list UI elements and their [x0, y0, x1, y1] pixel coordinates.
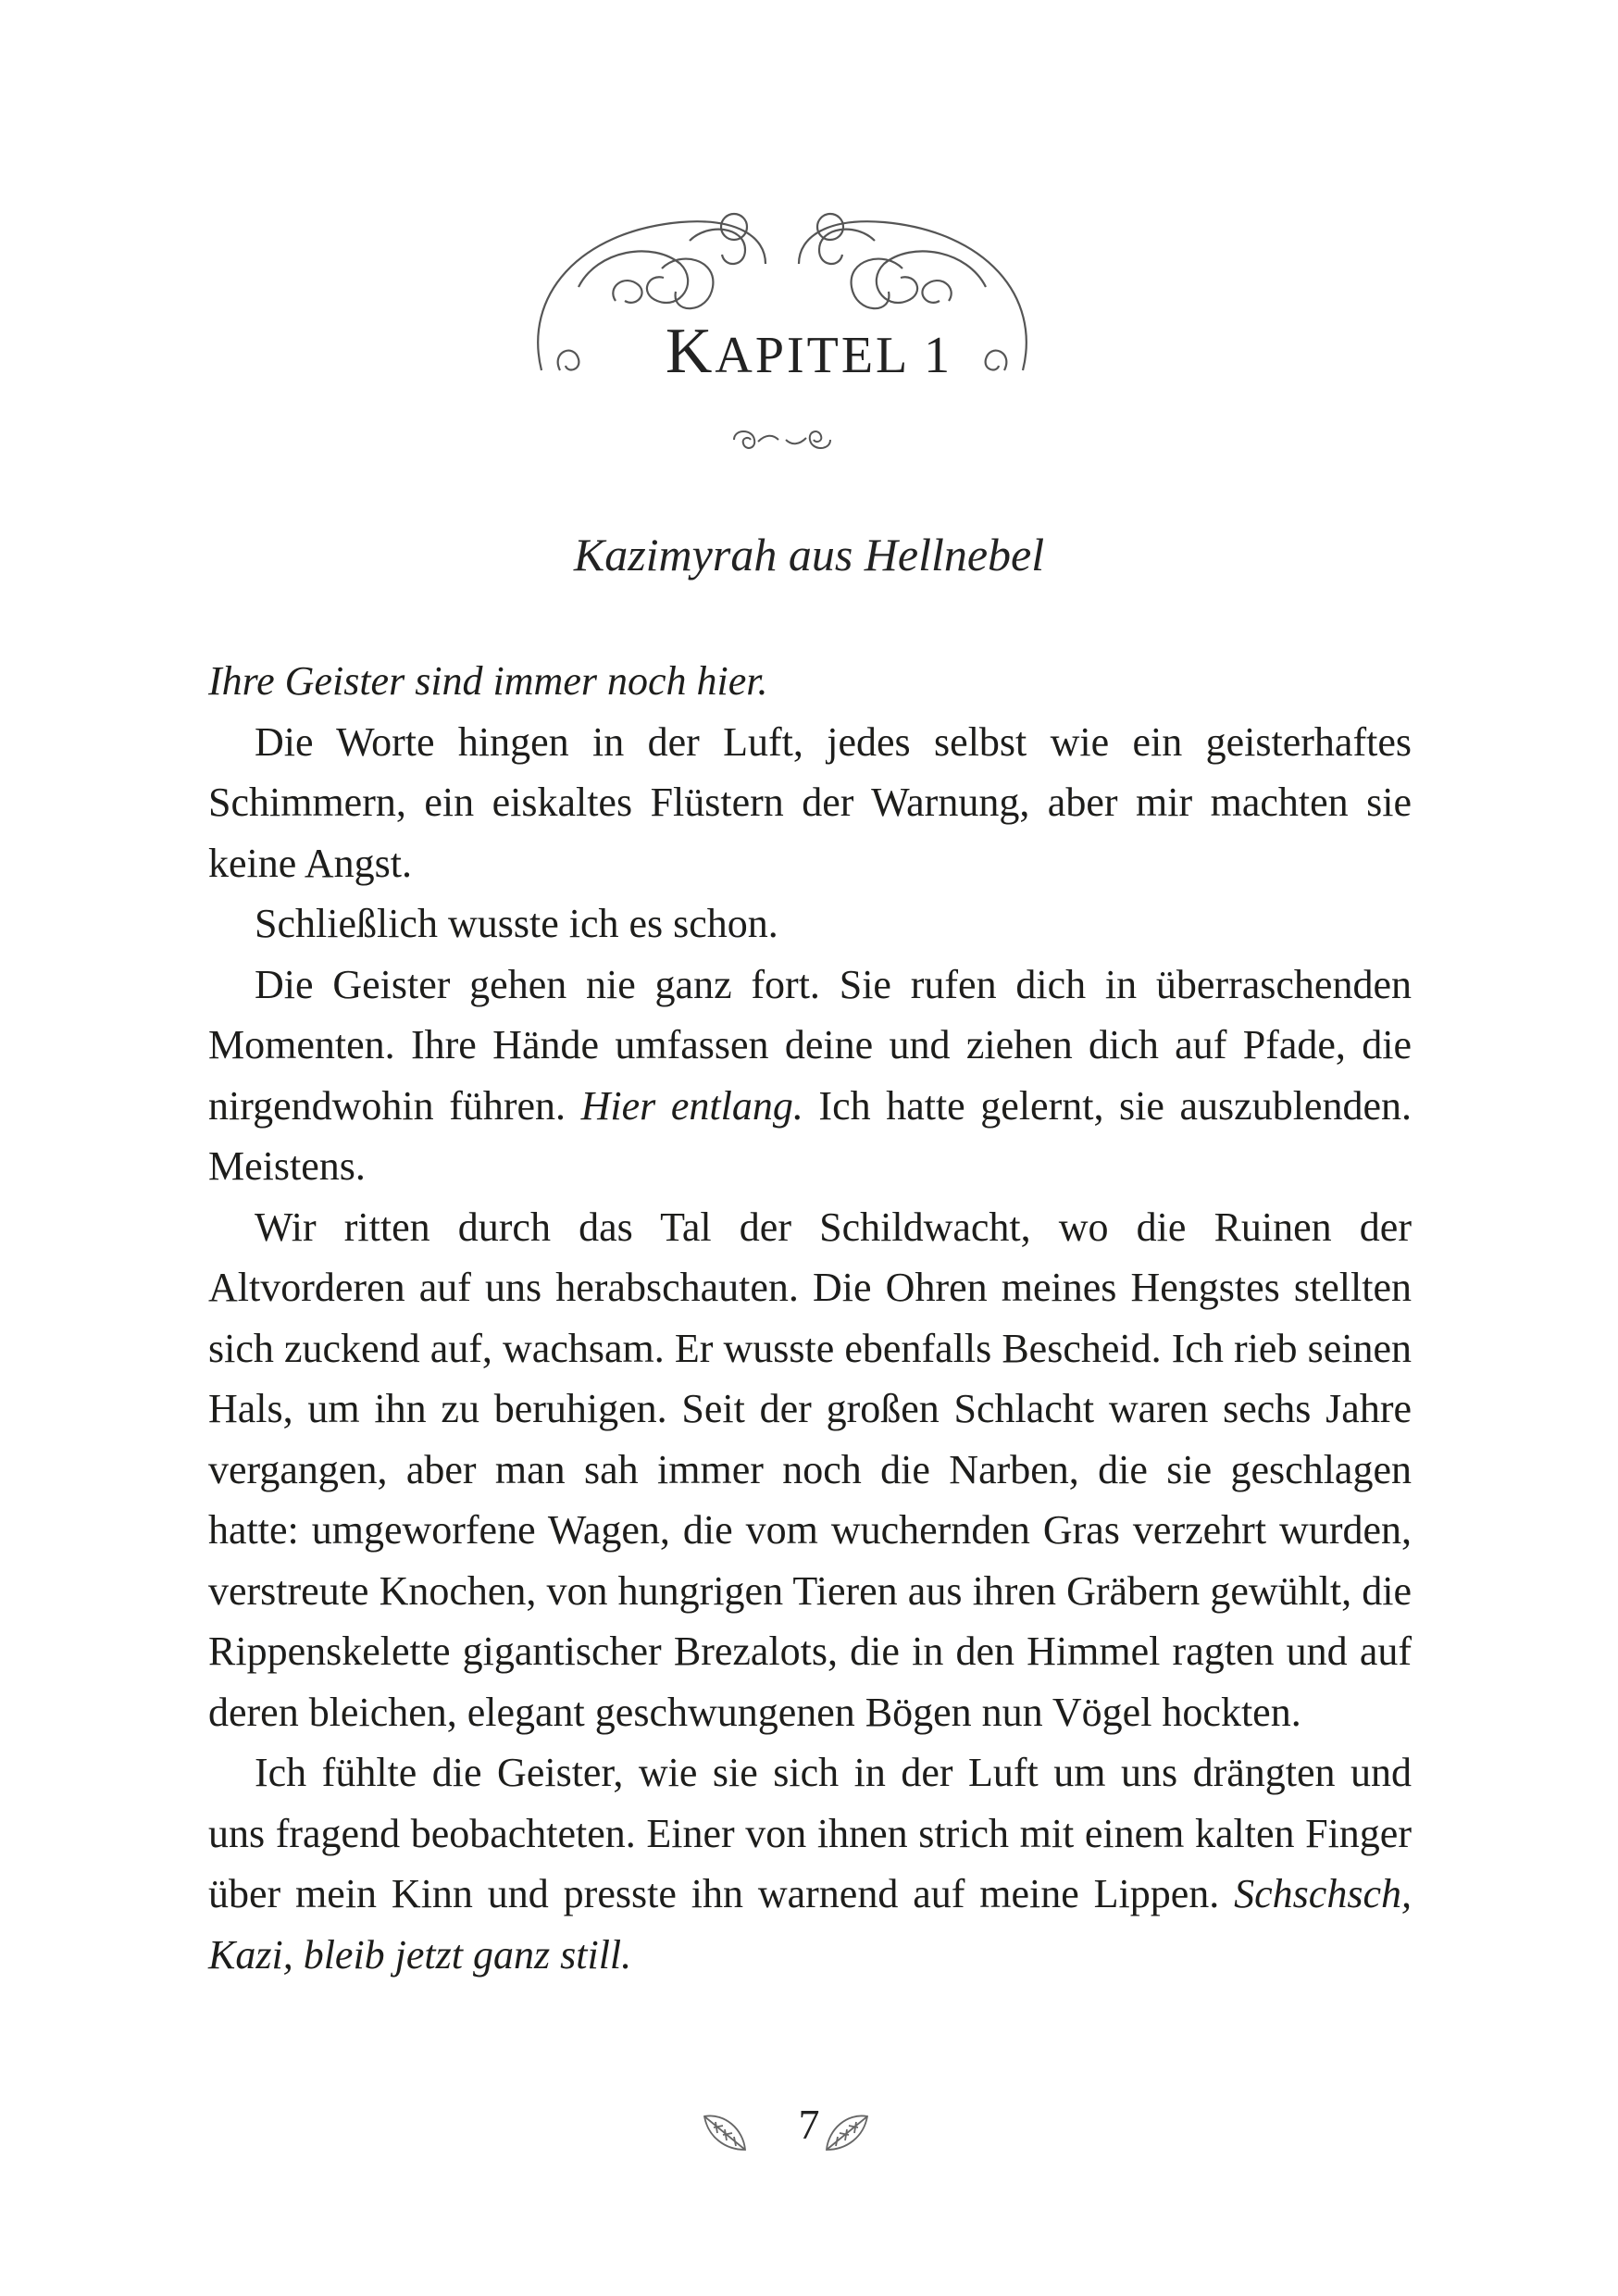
- paragraph: Ich fühlte die Geister, wie sie sich in der Luft um uns drängten und uns fragend beobachteten. Einer von ihnen strich mit einem kalten Finger über mein Kinn und presste ihn warnend auf meine Lippen. Schschsch, Kazi, bleib jetzt ganz still.: [208, 1750, 1412, 1978]
- paragraph: Ihre Geister sind immer noch hier.: [208, 658, 768, 704]
- paragraph: Die Geister gehen nie ganz fort. Sie rufen dich in überraschenden Momenten. Ihre Hände umfassen deine und ziehen dich auf Pfade, die nirgendwohin führen. Hier entlang. Ich hatte gelernt, sie auszublenden. Meistens.: [208, 961, 1412, 1189]
- paragraph: Die Worte hingen in der Luft, jedes selbst wie ein geisterhaftes Schimmern, ein eiskaltes Flüstern der Warnung, aber mir machten sie keine Angst.: [208, 718, 1412, 886]
- page-number: 7: [798, 2101, 820, 2148]
- paragraph: Schließlich wusste ich es schon.: [255, 901, 778, 946]
- leaf-icon: [819, 2103, 875, 2159]
- divider-ornament: [727, 421, 838, 458]
- chapter-subtitle: Kazimyrah aus Hellnebel: [573, 529, 1045, 580]
- body-text: [208, 651, 1412, 1985]
- paragraph: Wir ritten durch das Tal der Schildwacht, wo die Ruinen der Altvorderen auf uns herabschauten. Die Ohren meines Hengstes stellten sich zuckend auf, wachsam. Er wusste ebenfalls Bescheid. Ich rieb seinen Hals, um ihn zu beruhigen. Seit der großen Schlacht waren sechs Jahre vergangen, aber man sah immer noch die Narben, die sie geschlagen hatte: umgeworfene Wagen, die vom wuchernden Gras verzehrt wurden, verstreute Knochen, von hungrigen Tieren aus ihren Gräbern gewühlt, die Rippenskelette gigantischer Brezalots, die in den Himmel ragten und auf deren bleichen, elegant geschwungenen Bögen nun Vögel hockten.: [208, 1204, 1412, 1735]
- chapter-title: KAPITEL 1: [665, 316, 953, 387]
